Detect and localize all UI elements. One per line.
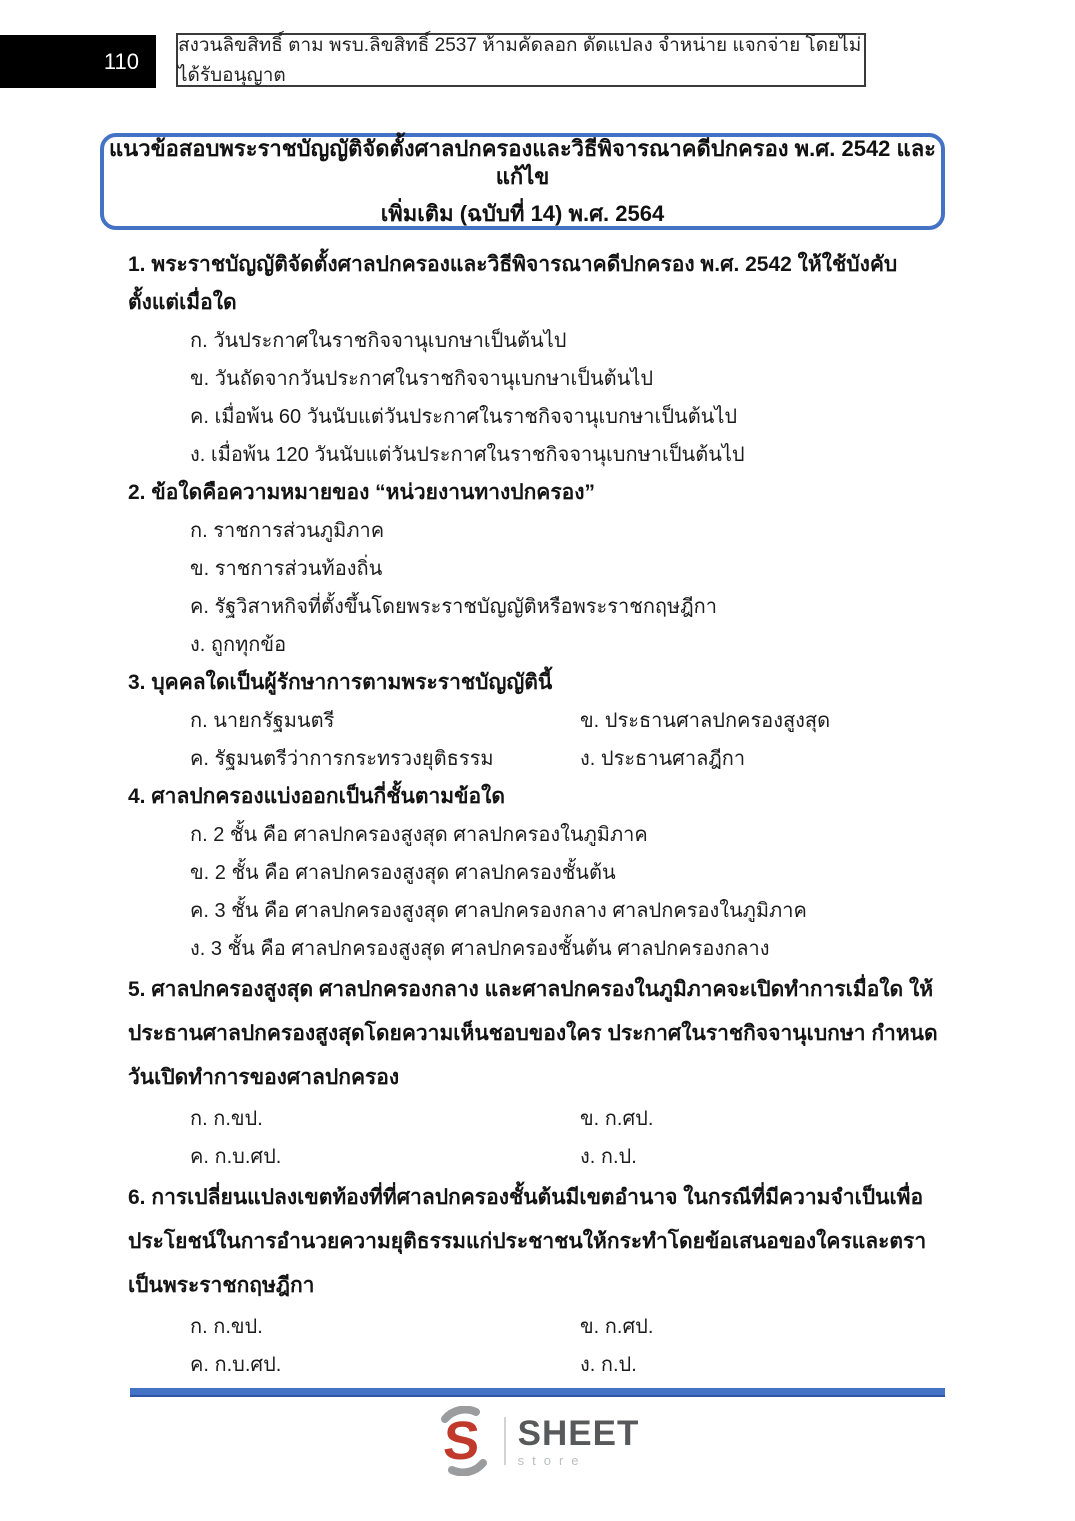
options-list bbox=[190, 702, 946, 778]
option: ค. ก.บ.ศป. bbox=[190, 1354, 282, 1376]
logo-text-sheet: SHEET bbox=[517, 1413, 640, 1453]
options-list bbox=[190, 816, 946, 968]
option: ง. ถูกทุกข้อ bbox=[190, 634, 287, 656]
question-block-1 bbox=[128, 246, 946, 474]
svg-text:S: S bbox=[441, 1411, 482, 1471]
options-list bbox=[190, 1100, 946, 1176]
option: ข. ประธานศาลปกครองสูงสุด bbox=[580, 710, 831, 732]
option: ค. ก.บ.ศป. bbox=[190, 1146, 282, 1168]
option: ข. ราชการส่วนท้องถิ่น bbox=[190, 558, 383, 580]
logo-s-icon bbox=[436, 1406, 492, 1476]
question-block-5 bbox=[128, 968, 946, 1176]
question-text: 4. ศาลปกครองแบ่งออกเป็นกี่ชั้นตามข้อใด bbox=[128, 785, 505, 808]
question-text: 2. ข้อใดคือความหมายของ “หน่วยงานทางปกครอง” bbox=[128, 481, 596, 504]
option: ก. ก.ขป. bbox=[190, 1316, 263, 1338]
question-text: 1. พระราชบัญญัติจัดตั้งศาลปกครองและวิธีพิจารณาคดีปกครอง พ.ศ. 2542 ให้ใช้บังคับตั้งแต่เมื่อใด bbox=[128, 253, 898, 314]
option: ก. วันประกาศในราชกิจจานุเบกษาเป็นต้นไป bbox=[190, 330, 567, 352]
option: ก. ก.ขป. bbox=[190, 1108, 263, 1130]
option: ค. เมื่อพ้น 60 วันนับแต่วันประกาศในราชกิจจานุเบกษาเป็นต้นไป bbox=[190, 406, 738, 428]
option: ค. 3 ชั้น คือ ศาลปกครองสูงสุด ศาลปกครองกลาง ศาลปกครองในภูมิภาค bbox=[190, 900, 807, 922]
exam-title-line1: แนวข้อสอบพระราชบัญญัติจัดตั้งศาลปกครองและวิธีพิจารณาคดีปกครอง พ.ศ. 2542 และแก้ไข bbox=[109, 135, 936, 190]
option: ข. 2 ชั้น คือ ศาลปกครองสูงสุด ศาลปกครองชั้นต้น bbox=[190, 862, 616, 884]
option: ค. รัฐวิสาหกิจที่ตั้งขึ้นโดยพระราชบัญญัติหรือพระราชกฤษฎีกา bbox=[190, 596, 717, 618]
page-number-box bbox=[0, 35, 156, 88]
option: ข. ก.ศป. bbox=[580, 1108, 654, 1130]
logo-text-store: store bbox=[517, 1452, 587, 1468]
question-block-4 bbox=[128, 778, 946, 968]
exam-title-box bbox=[100, 133, 945, 230]
copyright-notice-box bbox=[176, 33, 866, 87]
options-list bbox=[190, 512, 946, 664]
option: ง. ประธานศาลฎีกา bbox=[580, 748, 746, 770]
option: ก. นายกรัฐมนตรี bbox=[190, 710, 335, 732]
questions-section bbox=[128, 246, 946, 1384]
sheet-store-logo bbox=[0, 1406, 1075, 1476]
copyright-text: สงวนลิขสิทธิ์ ตาม พรบ.ลิขสิทธิ์ 2537 ห้ามคัดลอก ดัดแปลง จำหน่าย แจกจ่าย โดยไม่ได้รับอนุญาต bbox=[178, 35, 862, 86]
option: ง. เมื่อพ้น 120 วันนับแต่วันประกาศในราชกิจจานุเบกษาเป็นต้นไป bbox=[190, 444, 745, 466]
question-text: 5. ศาลปกครองสูงสุด ศาลปกครองกลาง และศาลปกครองในภูมิภาคจะเปิดทำการเมื่อใด ให้ประธานศาลปกครองสูงสุดโดยความเห็นชอบของใคร ประกาศในราชกิจจานุเบกษา กำหนดวันเปิดทำการของศาลปกครอง bbox=[128, 978, 938, 1089]
logo-text-column bbox=[517, 1413, 640, 1468]
question-text: 3. บุคคลใดเป็นผู้รักษาการตามพระราชบัญญัตินี้ bbox=[128, 671, 553, 694]
logo-divider bbox=[504, 1417, 506, 1465]
footer-divider-rule bbox=[130, 1388, 945, 1397]
option: ข. ก.ศป. bbox=[580, 1316, 654, 1338]
option: ก. 2 ชั้น คือ ศาลปกครองสูงสุด ศาลปกครองในภูมิภาค bbox=[190, 824, 648, 846]
option: ข. วันถัดจากวันประกาศในราชกิจจานุเบกษาเป็นต้นไป bbox=[190, 368, 654, 390]
page-number: 110 bbox=[103, 49, 139, 74]
question-text: 6. การเปลี่ยนแปลงเขตท้องที่ที่ศาลปกครองชั้นต้นมีเขตอำนาจ ในกรณีที่มีความจำเป็นเพื่อประโยชน์ในการอำนวยความยุติธรรมแก่ประชาชนให้กระทำโดยข้อเสนอของใครและตราเป็นพระราชกฤษฎีกา bbox=[128, 1186, 927, 1297]
options-list bbox=[190, 322, 946, 474]
exam-title-line2: เพิ่มเติม (ฉบับที่ 14) พ.ศ. 2564 bbox=[380, 200, 665, 226]
option: ค. รัฐมนตรีว่าการกระทรวงยุติธรรม bbox=[190, 748, 494, 770]
option: ก. ราชการส่วนภูมิภาค bbox=[190, 520, 385, 542]
question-block-2 bbox=[128, 474, 946, 664]
option: ง. ก.ป. bbox=[580, 1354, 637, 1376]
options-list bbox=[190, 1308, 946, 1384]
option: ง. ก.ป. bbox=[580, 1146, 637, 1168]
option: ง. 3 ชั้น คือ ศาลปกครองสูงสุด ศาลปกครองชั้นต้น ศาลปกครองกลาง bbox=[190, 938, 770, 960]
question-block-3 bbox=[128, 664, 946, 778]
question-block-6 bbox=[128, 1176, 946, 1384]
